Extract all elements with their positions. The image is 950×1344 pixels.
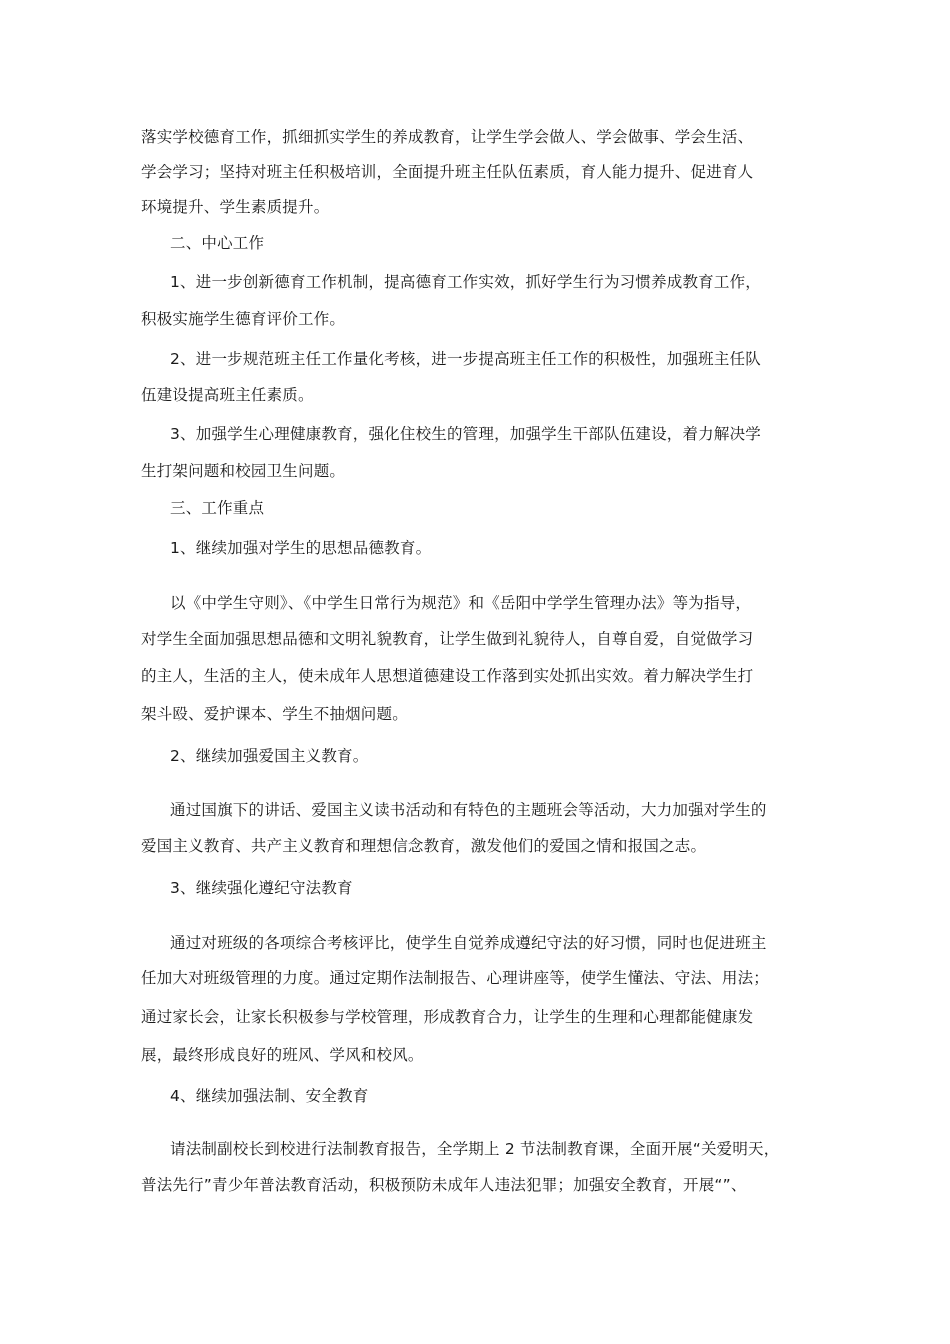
body-text-line: 展，最终形成良好的班风、学风和校风。 bbox=[141, 1046, 424, 1064]
subsection-heading: 3、继续强化遵纪守法教育 bbox=[170, 879, 353, 897]
subsection-heading: 4、继续加强法制、安全教育 bbox=[170, 1087, 369, 1105]
section-heading: 二、中心工作 bbox=[170, 234, 265, 252]
body-text-line: 通过家长会，让家长积极参与学校管理，形成教育合力，让学生的生理和心理都能健康发 bbox=[141, 1008, 754, 1026]
body-text-line: 爱国主义教育、共产主义教育和理想信念教育，激发他们的爱国之情和报国之志。 bbox=[141, 837, 707, 855]
body-text-line: 学会学习；坚持对班主任积极培训，全面提升班主任队伍素质，育人能力提升、促进育人 bbox=[141, 163, 754, 181]
subsection-heading: 2、继续加强爱国主义教育。 bbox=[170, 747, 369, 765]
body-text-line: 对学生全面加强思想品德和文明礼貌教育，让学生做到礼貌待人，自尊自爱，自觉做学习 bbox=[141, 630, 754, 648]
body-text-line: 通过对班级的各项综合考核评比，使学生自觉养成遵纪守法的好习惯，同时也促进班主 bbox=[170, 934, 767, 952]
body-text-line: 请法制副校长到校进行法制教育报告，全学期上 2 节法制教育课，全面开展“关爱明天， bbox=[170, 1140, 780, 1158]
body-text-line: 任加大对班级管理的力度。通过定期作法制报告、心理讲座等，使学生懂法、守法、用法； bbox=[141, 969, 770, 987]
body-text-line: 3、加强学生心理健康教育，强化住校生的管理，加强学生干部队伍建设，着力解决学 bbox=[170, 425, 761, 443]
body-text-line: 的主人，生活的主人，使未成年人思想道德建设工作落到实处抓出实效。着力解决学生打 bbox=[141, 667, 754, 685]
body-text-line: 1、进一步创新德育工作机制，提高德育工作实效，抓好学生行为习惯养成教育工作， bbox=[170, 273, 761, 291]
body-text-line: 伍建设提高班主任素质。 bbox=[141, 386, 314, 404]
body-text-line: 架斗殴、爱护课本、学生不抽烟问题。 bbox=[141, 705, 408, 723]
body-text-line: 通过国旗下的讲话、爱国主义读书活动和有特色的主题班会等活动，大力加强对学生的 bbox=[170, 801, 767, 819]
body-text-line: 2、进一步规范班主任工作量化考核，进一步提高班主任工作的积极性，加强班主任队 bbox=[170, 350, 761, 368]
body-text-line: 以《中学生守则》、《中学生日常行为规范》和《岳阳中学学生管理办法》等为指导， bbox=[170, 594, 752, 612]
subsection-heading: 1、继续加强对学生的思想品德教育。 bbox=[170, 539, 432, 557]
body-text-line: 普法先行”青少年普法教育活动，积极预防未成年人违法犯罪；加强安全教育，开展“”、 bbox=[141, 1176, 747, 1194]
body-text-line: 生打架问题和校园卫生问题。 bbox=[141, 462, 346, 480]
body-text-line: 环境提升、学生素质提升。 bbox=[141, 198, 330, 216]
body-text-line: 积极实施学生德育评价工作。 bbox=[141, 310, 346, 328]
body-text-line: 落实学校德育工作，抓细抓实学生的养成教育，让学生学会做人、学会做事、学会生活、 bbox=[141, 128, 754, 146]
section-heading: 三、工作重点 bbox=[170, 499, 265, 517]
